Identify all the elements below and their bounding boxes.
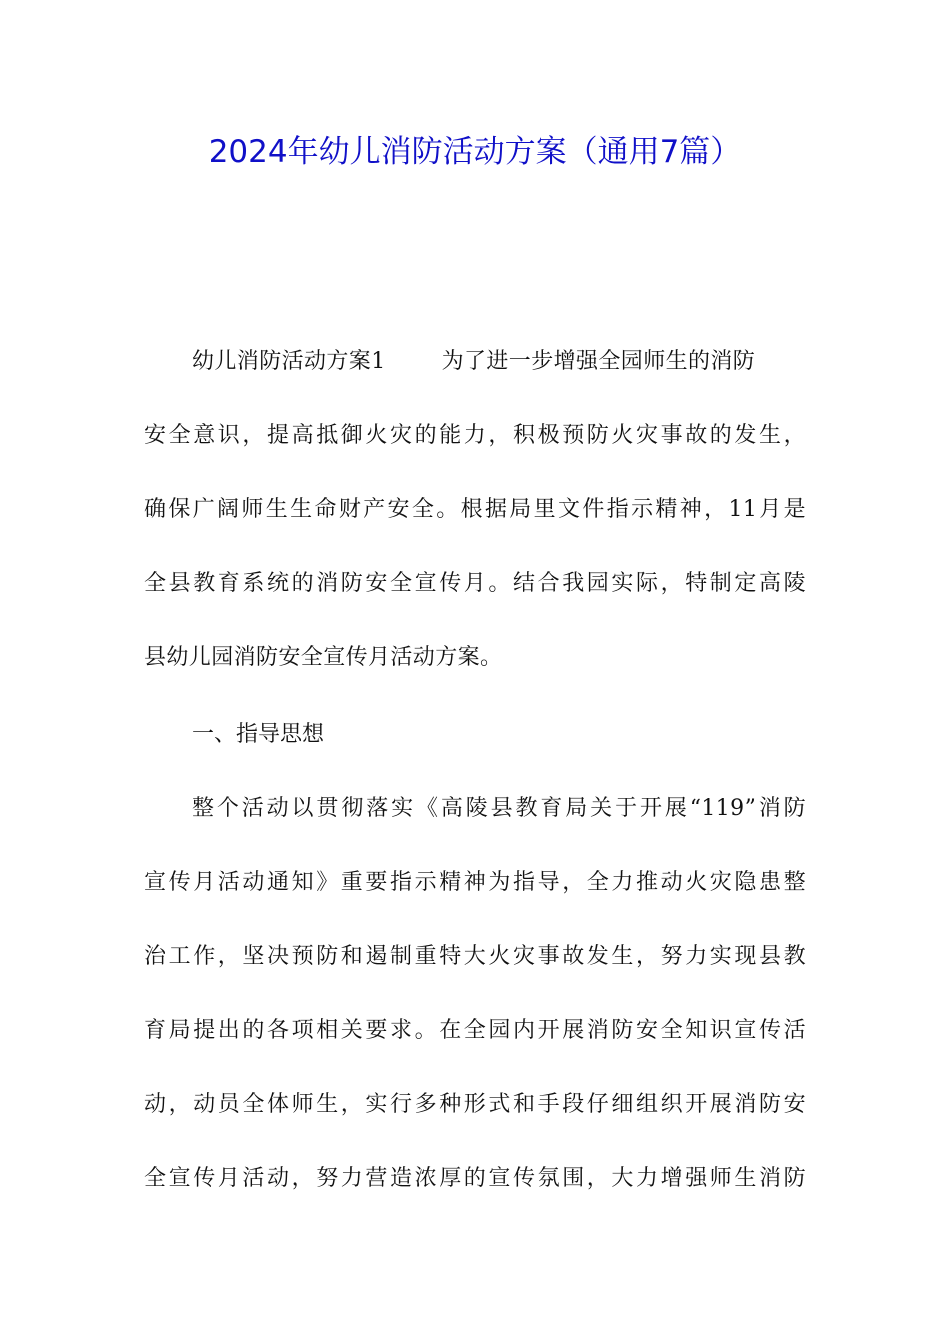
paragraph-2-line: 动，动员全体师生，实行多种形式和手段仔细组织开展消防安 bbox=[144, 1092, 806, 1117]
paragraph-2-line: 宣传月活动通知》重要指示精神为指导，全力推动火灾隐患整 bbox=[144, 870, 806, 895]
document-title: 2024年幼儿消防活动方案（通用7篇） bbox=[208, 134, 742, 170]
paragraph-1-line: 县幼儿园消防安全宣传月活动方案。 bbox=[144, 645, 503, 670]
paragraph-2-line: 育局提出的各项相关要求。在全园内开展消防安全知识宣传活 bbox=[144, 1018, 806, 1043]
paragraph-2-line: 治工作，坚决预防和遏制重特大火灾事故发生，努力实现县教 bbox=[144, 944, 806, 969]
paragraph-1-line bbox=[144, 325, 806, 399]
paragraph-1-line: 确保广阔师生生命财产安全。根据局里文件指示精神，11月是 bbox=[144, 497, 806, 522]
paragraph-1-line: 安全意识，提高抵御火灾的能力，积极预防火灾事故的发生， bbox=[144, 423, 806, 448]
paragraph-1 bbox=[144, 325, 806, 695]
paragraph-1-text: 为了进一步增强全园师生的消防 bbox=[441, 349, 756, 374]
section-heading: 一、指导思想 bbox=[192, 722, 325, 747]
section-label: 幼儿消防活动方案1 bbox=[192, 349, 386, 374]
paragraph-1-line: 全县教育系统的消防安全宣传月。结合我园实际，特制定高陵 bbox=[144, 571, 806, 596]
paragraph-2 bbox=[144, 772, 806, 1216]
paragraph-2-line: 全宣传月活动，努力营造浓厚的宣传氛围，大力增强师生消防 bbox=[144, 1166, 806, 1191]
paragraph-2-line: 整个活动以贯彻落实《高陵县教育局关于开展“119”消防 bbox=[192, 796, 806, 821]
